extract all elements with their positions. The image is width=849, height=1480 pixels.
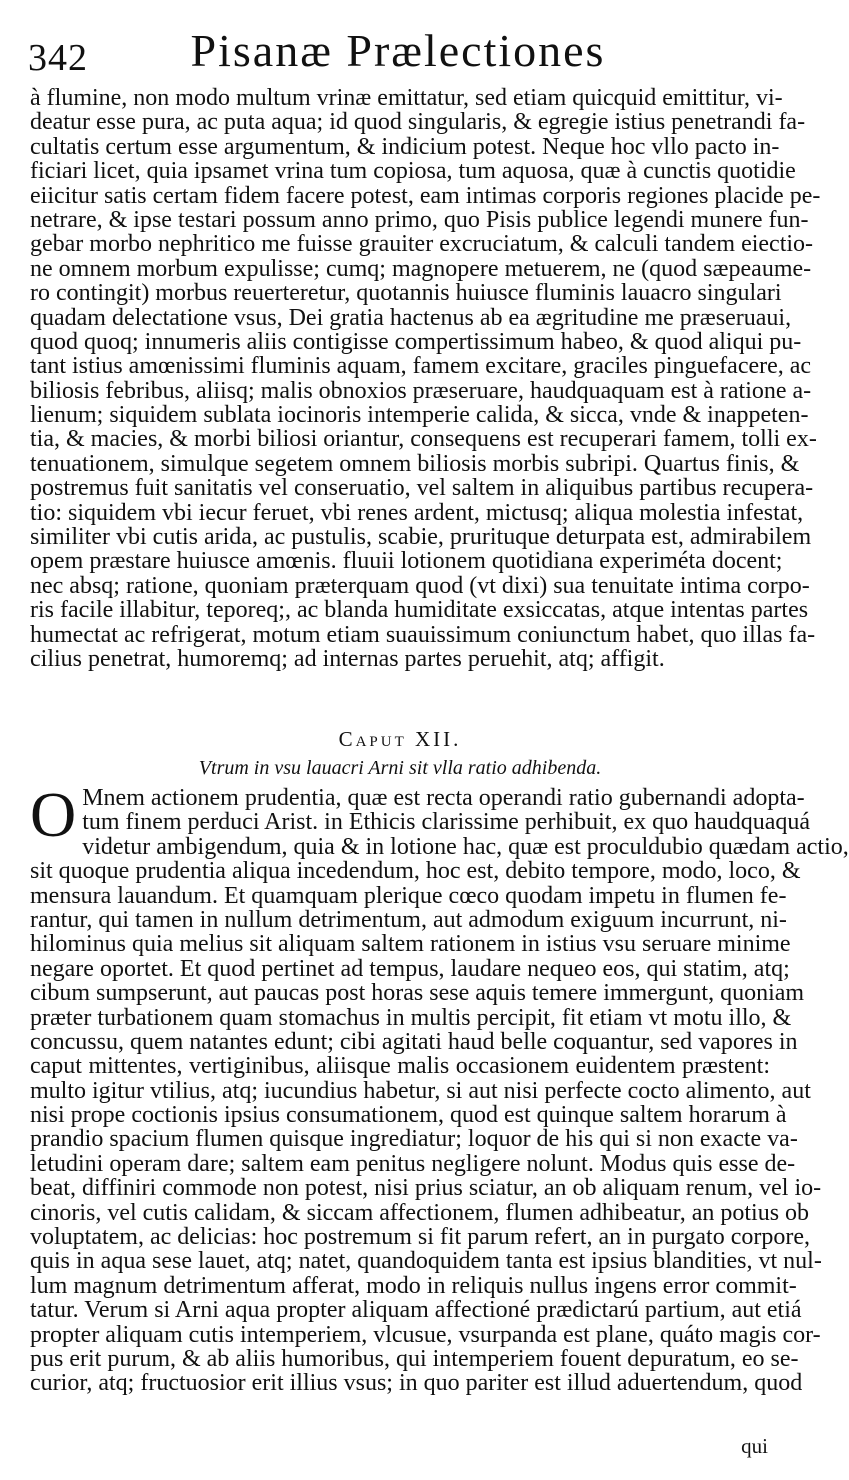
text-line: negare oportet. Et quod pertinet ad tempus, laudare nequeo eos, qui statim, atq; (30, 955, 790, 982)
catchword: qui (741, 1434, 768, 1458)
text-line: ficiari licet, quia ipsamet vrina tum copiosa, tum aquosa, quæ à cunctis quotidie (30, 158, 796, 185)
text-line: nisi prope coctionis ipsius consumationem, quod est quinque saltem horarum à (30, 1102, 787, 1129)
text-line: tia, & macies, & morbi biliosi oriantur, consequens est recuperari famem, tolli ex- (30, 426, 817, 453)
text-line: tant istius amœnissimi fluminis aquam, famem excitare, graciles pinguefacere, ac (30, 353, 812, 380)
text-line: propter aliquam cutis intemperiem, vlcusue, vsurpanda est plane, quáto magis cor- (30, 1321, 821, 1348)
text-line: curior, atq; fructuosior erit illius vsus; in quo pariter est illud aduertendum, quod (30, 1370, 803, 1397)
text-line: postremus fuit sanitatis vel conseruatio, vel saltem in aliquibus partibus recupera- (30, 475, 814, 502)
chapter-heading: Caput XII. (338, 727, 462, 751)
text-line: letudini operam dare; saltem eam penitus negligere nolunt. Modus quis esse de- (30, 1150, 796, 1177)
body-text-section-2 (30, 779, 849, 1397)
text-line: cilius penetrat, humoremq; ad internas partes peruehit, atq; affigit. (30, 645, 665, 672)
text-line: ris facile illabitur, teporeq;, ac blanda humiditate exsiccatas, atque intentas partes (30, 597, 809, 624)
page-number: 342 (28, 37, 88, 79)
text-line: opem præstare huiusce amœnis. fluuii lotionem quotidiana experiméta docent; (30, 548, 783, 575)
text-line: ro contingit) morbus reuerteretur, quotannis huiusce fluminis lauacro singulari (30, 280, 782, 307)
text-line: concussu, quem natantes edunt; cibi agitati haud belle coquantur, sed vapores in (30, 1028, 798, 1055)
text-line: voluptatem, ac delicias: hoc postremum si fit parum refert, an in purgato corpore, (30, 1224, 810, 1251)
chapter-subtitle: Vtrum in vsu lauacri Arni sit vlla ratio adhibenda. (198, 757, 602, 779)
text-line: similiter vbi cutis arida, ac pustulis, scabie, prurituque deturpata est, admirabilem (30, 524, 812, 551)
text-line: cultatis certum esse argumentum, & indicium potest. Neque hoc vllo pacto in- (30, 133, 780, 160)
drop-cap: O (30, 779, 77, 850)
text-line: nec absq; ratione, quoniam præterquam quod (vt dixi) sua tenuitate intima corpo- (30, 572, 810, 599)
body-text-section-1 (30, 85, 821, 672)
text-line: lienum; siquidem sublata iocinoris intemperie calida, & sicca, vnde & inappeten- (30, 402, 809, 429)
text-line: ne omnem morbum expulisse; cumq; magnopere metuerem, ne (quod sæpeaume- (30, 255, 812, 282)
text-line: eiicitur satis certam fidem facere potest, eam intimas corporis regiones placide pe- (30, 182, 821, 209)
text-line: tenuationem, simulque segetem omnem biliosis morbis subripi. Quartus finis, & (30, 450, 800, 477)
text-line: netrare, & ipse testari possum anno primo, quo Pisis publice legendi munere fun- (30, 206, 809, 233)
text-line: cinoris, vel cutis calidam, & siccam affectionem, flumen adhibeatur, an potius ob (30, 1199, 810, 1226)
running-title: Pisanæ Prælectiones (190, 25, 606, 76)
text-line: lum magnum detrimentum afferat, modo in reliquis nullus ingens error commit- (30, 1272, 797, 1299)
page-header (28, 18, 768, 78)
text-line: hilominus quia melius sit aliquam saltem rationem in istius vsu seruare minime (30, 931, 791, 958)
text-line: prandio spacium flumen quisque ingrediatur; loquor de his qui si non exacte va- (30, 1126, 798, 1153)
text-line: beat, diffiniri commode non potest, nisi prius sciatur, an ob aliquam renum, vel io- (30, 1175, 822, 1202)
text-line: gebar morbo nephritico me fuisse grauiter excruciatum, & calculi tandem eiectio- (30, 231, 814, 258)
text-line: biliosis febribus, aliisq; malis obnoxios præseruare, haudquaquam est à ratione a- (30, 377, 812, 404)
text-line: quod quoq; innumeris aliis contigisse compertissimum habeo, & quod aliqui pu- (30, 328, 802, 355)
text-line: rantur, qui tamen in nullum detrimentum, aut admodum exiguum incurrunt, ni- (30, 906, 787, 933)
text-line: caput mittentes, vertiginibus, aliisque malis occasionem euidentem præstent: (30, 1053, 770, 1080)
text-line: deatur esse pura, ac puta aqua; id quod singularis, & egregie istius penetrandi fa- (30, 109, 806, 136)
text-line: quis in aqua sese lauet, atq; natet, quandoquidem tanta est ipsius blandities, vt nul- (30, 1248, 822, 1275)
text-line: tatur. Verum si Arni aqua propter aliquam affectioné prædictarú partium, aut etiá (30, 1297, 802, 1324)
text-line: quadam delectatione vsus, Dei gratia hactenus ab ea ægritudine me præseruaui, (30, 304, 792, 331)
text-line: humectat ac refrigerat, motum etiam suauissimum coniunctum habet, quo illas fa- (30, 621, 816, 648)
text-line: Mnem actionem prudentia, quæ est recta operandi ratio gubernandi adopta- (82, 785, 805, 811)
text-line: à flumine, non modo multum vrinæ emittatur, sed etiam quicquid emittitur, vi- (30, 85, 783, 111)
text-line: tio: siquidem vbi iecur feruet, vbi renes ardent, mictusq; aliqua molestia infestat, (30, 499, 804, 526)
text-line: cibum sumpserunt, aut paucas post horas sese aquis temere immergunt, quoniam (30, 980, 805, 1007)
text-line: sit quoque prudentia aliqua incedendum, hoc est, debito tempore, modo, loco, & (30, 858, 801, 885)
text-line: præter turbationem quam stomachus in multis percipit, fit etiam vt motu illo, & (30, 1004, 792, 1031)
text-line: multo igitur vtilius, atq; iucundius habetur, si aut nisi perfecte cocto alimento, aut (30, 1077, 811, 1104)
text-line: pus erit purum, & ab aliis humoribus, qui intemperiem fouent depuratum, eo se- (30, 1345, 799, 1372)
text-line: mensura lauandum. Et quamquam plerique cœco quodam impetu in flumen fe- (30, 882, 787, 909)
text-line: videtur ambigendum, quia & in lotione hac, quæ est proculdubio quædam actio, (82, 833, 849, 860)
text-line: tum finem perduci Arist. in Ethicis clarissime perhibuit, ex quo haudquaquá (82, 809, 811, 836)
